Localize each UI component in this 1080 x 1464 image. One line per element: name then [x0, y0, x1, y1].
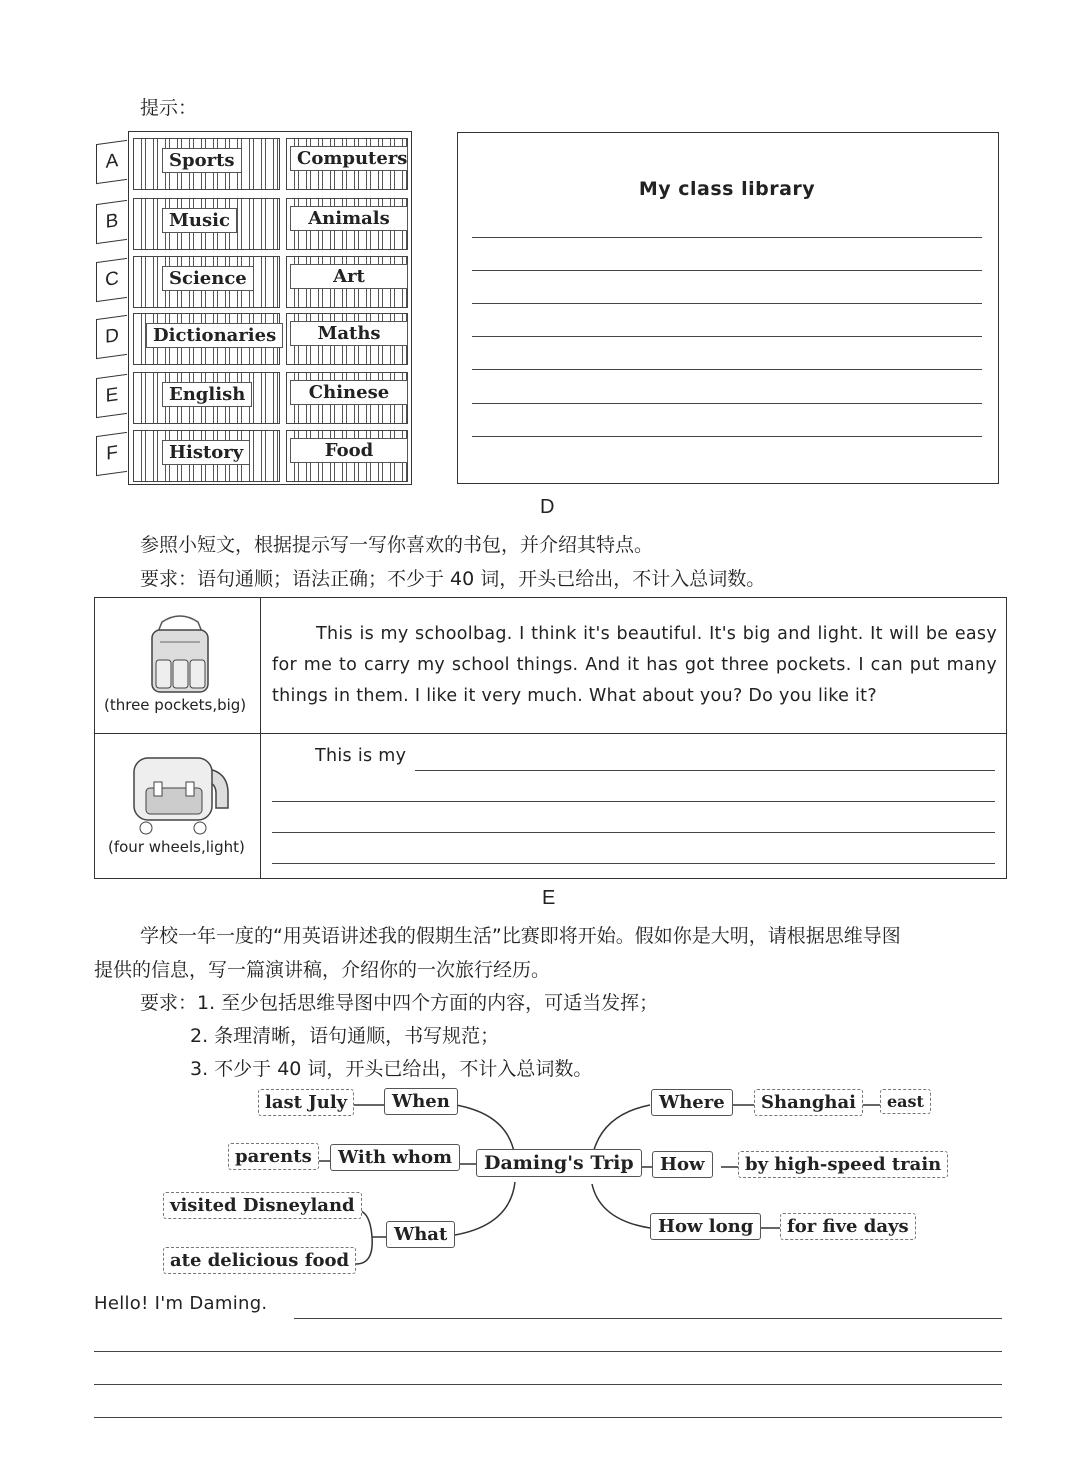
section-e-req-3: 3. 不少于 40 词，开头已给出，不计入总词数。: [190, 1058, 593, 1080]
mindmap-how: How: [652, 1151, 713, 1178]
speech-start: Hello! I'm Daming.: [94, 1293, 268, 1314]
library-title: My class library: [638, 178, 816, 200]
mindmap-with-value: parents: [228, 1143, 319, 1170]
section-d-heading: D: [540, 496, 555, 518]
shelf-letter: C: [96, 258, 127, 302]
writing-line[interactable]: [294, 1318, 1002, 1319]
table-divider: [260, 597, 261, 878]
section-e-heading: E: [542, 887, 556, 909]
writing-line[interactable]: [272, 832, 995, 833]
section-e-req-1: 要求：1. 至少包括思维导图中四个方面的内容，可适当发挥；: [140, 992, 659, 1014]
writing-line[interactable]: [94, 1384, 1002, 1385]
mindmap-center: Daming's Trip: [476, 1149, 642, 1177]
writing-line[interactable]: [472, 436, 982, 437]
shelf-label-left: Dictionaries: [146, 323, 283, 348]
writing-line[interactable]: [472, 403, 982, 404]
row1-caption: (three pockets,big): [104, 696, 247, 714]
section-d-instruction: 参照小短文，根据提示写一写你喜欢的书包，并介绍其特点。: [140, 534, 654, 556]
mindmap-how-value: by high-speed train: [738, 1151, 948, 1178]
shelf-letter: F: [96, 432, 127, 476]
row2-caption: (four wheels,light): [108, 838, 245, 856]
mindmap-what: What: [386, 1221, 455, 1248]
shelf-label-right: Computers: [290, 146, 408, 171]
writing-line[interactable]: [272, 863, 995, 864]
shelf-label-right: Art: [290, 264, 408, 289]
shelf-label-right: Animals: [290, 206, 408, 231]
mindmap-how-long: How long: [650, 1213, 761, 1240]
writing-line[interactable]: [472, 270, 982, 271]
shelf-letter: B: [96, 200, 127, 244]
row2-start: This is my: [315, 746, 407, 766]
writing-line[interactable]: [472, 336, 982, 337]
shelf-label-left: Sports: [162, 148, 242, 173]
shelf-label-right: Food: [290, 438, 408, 463]
writing-line[interactable]: [472, 237, 982, 238]
section-d-requirement: 要求：语句通顺；语法正确；不少于 40 词，开头已给出，不计入总词数。: [140, 568, 766, 590]
backpack-icon: [140, 612, 220, 698]
table-divider: [94, 733, 1006, 734]
mindmap-where-value: Shanghai: [754, 1089, 863, 1116]
shelf-label-left: English: [162, 382, 252, 407]
sample-paragraph: This is my schoolbag. I think it's beautiful. It's big and light. It will be easy for me to carry my school things. And it has got three pockets. I can put many things in them. I like it very much. What about you? Do you like it?: [272, 624, 997, 706]
section-e-instruction-2: 提供的信息，写一篇演讲稿，介绍你的一次旅行经历。: [94, 959, 551, 981]
hint-label: 提示：: [140, 97, 198, 119]
shelf-label-left: Music: [162, 208, 237, 233]
shelf-label-left: Science: [162, 266, 254, 291]
shelf-letter: D: [96, 315, 127, 359]
mindmap-where-value-2: east: [880, 1089, 931, 1114]
writing-line[interactable]: [272, 801, 995, 802]
section-e-req-2: 2. 条理清晰，语句通顺，书写规范；: [190, 1025, 500, 1047]
mindmap-what-value-2: ate delicious food: [163, 1247, 356, 1274]
mindmap-where: Where: [651, 1089, 733, 1116]
shelf-letter: E: [96, 374, 127, 418]
writing-line[interactable]: [94, 1351, 1002, 1352]
writing-line[interactable]: [472, 369, 982, 370]
shelf-label-left: History: [162, 440, 250, 465]
writing-line[interactable]: [94, 1417, 1002, 1418]
wheeled-schoolbag-icon: [128, 748, 232, 840]
shelf-label-right: Maths: [290, 321, 408, 346]
writing-line[interactable]: [415, 770, 995, 771]
mindmap-how-long-value: for five days: [780, 1213, 916, 1240]
mindmap-with-whom: With whom: [330, 1144, 460, 1171]
section-e-instruction-1: 学校一年一度的“用英语讲述我的假期生活”比赛即将开始。假如你是大明，请根据思维导图: [140, 925, 901, 947]
writing-line[interactable]: [472, 303, 982, 304]
mindmap-what-value-1: visited Disneyland: [163, 1192, 362, 1219]
mindmap-when-value: last July: [258, 1089, 354, 1116]
shelf-letter: A: [96, 140, 127, 184]
shelf-label-right: Chinese: [290, 380, 408, 405]
mindmap-when: When: [384, 1088, 458, 1115]
